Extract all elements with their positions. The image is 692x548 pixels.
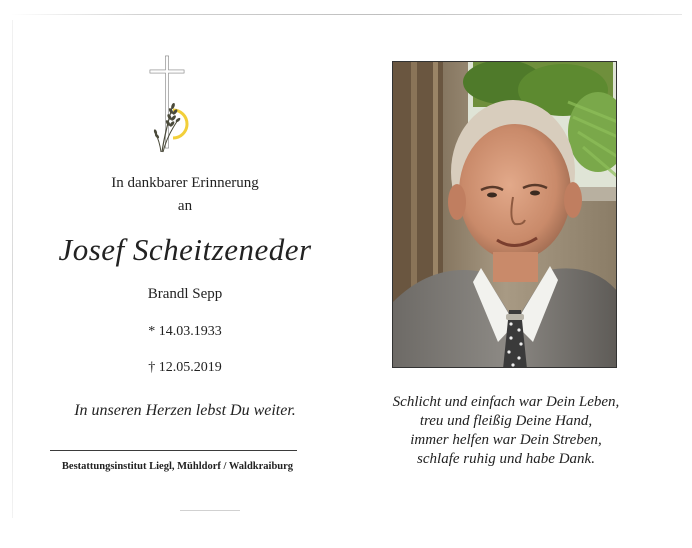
divider <box>50 450 297 451</box>
portrait-photo <box>392 61 617 368</box>
birth-date: * 14.03.1933 <box>148 324 222 339</box>
funeral-home: Bestattungsinstitut Liegl, Mühldorf / Waldkraiburg <box>61 461 294 472</box>
poem-line: schlafe ruhig und habe Dank. <box>417 451 595 467</box>
cross-with-wheat-icon <box>140 52 200 162</box>
scan-edge-left <box>12 20 13 518</box>
death-date: † 12.05.2019 <box>148 360 222 375</box>
dedication: In unseren Herzen lebst Du weiter. <box>74 402 296 419</box>
memorial-intro: In dankbarer Erinnerung <box>111 175 259 191</box>
poem <box>366 393 646 469</box>
poem-line: immer helfen war Dein Streben, <box>410 432 602 448</box>
scan-edge-bottom <box>180 510 240 511</box>
poem-line: Schlicht und einfach war Dein Leben, <box>392 394 620 410</box>
memorial-intro-an: an <box>177 198 193 214</box>
nickname: Brandl Sepp <box>147 286 223 302</box>
poem-line: treu und fleißig Deine Hand, <box>419 413 593 429</box>
scan-edge-top <box>10 14 682 15</box>
deceased-name: Josef Scheitzeneder <box>58 232 312 267</box>
